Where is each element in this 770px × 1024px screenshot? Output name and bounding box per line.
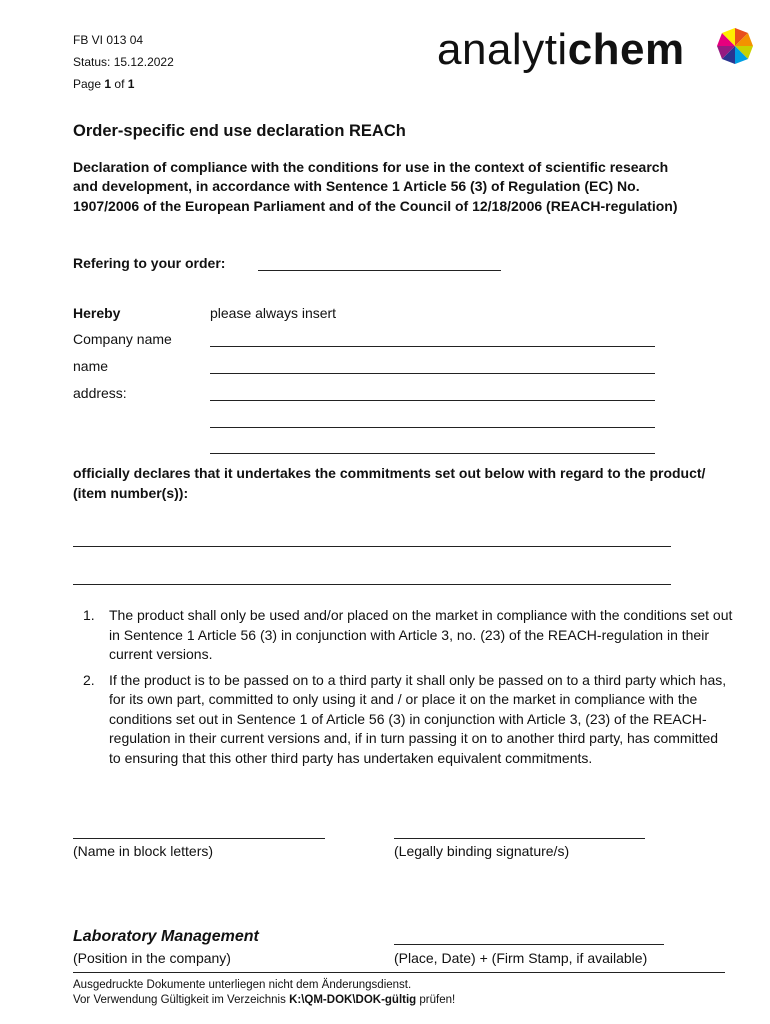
color-wheel-icon bbox=[715, 26, 755, 66]
status-label: Status: bbox=[73, 55, 111, 69]
item-number-field-2[interactable] bbox=[73, 584, 671, 585]
name-block-letters-field[interactable] bbox=[73, 838, 325, 839]
logo-wordmark bbox=[437, 24, 685, 76]
list-item bbox=[73, 671, 733, 769]
order-reference-field[interactable] bbox=[258, 270, 501, 271]
insert-hint: please always insert bbox=[210, 305, 337, 321]
position-value: Laboratory Management bbox=[73, 928, 259, 945]
company-logo bbox=[437, 24, 757, 80]
hereby-label: Hereby bbox=[73, 305, 121, 321]
address-field-line-2[interactable] bbox=[210, 427, 655, 428]
name-label: name bbox=[73, 358, 109, 374]
footer-divider bbox=[73, 972, 725, 973]
footer-notice bbox=[73, 978, 455, 1008]
status-date: 15.12.2022 bbox=[113, 55, 174, 69]
commitments-list bbox=[73, 606, 733, 774]
item-number-field-1[interactable] bbox=[73, 546, 671, 547]
place-date-caption: (Place, Date) + (Firm Stamp, if available) bbox=[394, 950, 648, 966]
list-item-text: The product shall only be used and/or placed on the market in compliance with the conditions set out in Sentence 1 Article 56 (3) in conjunction with Article 3, no. (23) of the REACH-regulation in their current versions. bbox=[109, 607, 733, 662]
document-code: FB VI 013 04 bbox=[73, 33, 144, 47]
name-block-letters-caption: (Name in block letters) bbox=[73, 843, 214, 859]
order-reference-label: Refering to your order: bbox=[73, 255, 226, 271]
page-total: 1 bbox=[127, 77, 135, 91]
list-item bbox=[73, 606, 733, 665]
declaration-intro: Declaration of compliance with the conditions for use in the context of scientific research and development, in accordance with Sentence 1 Article 56 (3) of Regulation (EC) No. 1907/2006 of the European Parliament and of the Council of 12/18/2006 (REACH-regulation) bbox=[73, 159, 678, 214]
list-item-number: 2. bbox=[83, 671, 95, 688]
footer-line-2-suffix: prüfen! bbox=[419, 994, 456, 1006]
signature-caption: (Legally binding signature/s) bbox=[394, 843, 570, 859]
signature-field[interactable] bbox=[394, 838, 645, 839]
address-label: address: bbox=[73, 385, 127, 401]
company-name-field[interactable] bbox=[210, 346, 655, 347]
company-name-label: Company name bbox=[73, 331, 172, 347]
place-date-field[interactable] bbox=[394, 944, 664, 945]
page-of: of bbox=[114, 77, 125, 91]
declaration-statement: officially declares that it undertakes the commitments set out below with regard to the product/ (item number(s)): bbox=[73, 465, 706, 501]
position-caption: (Position in the company) bbox=[73, 950, 231, 966]
document-title: Order-specific end use declaration REACh bbox=[73, 122, 406, 140]
page-indicator bbox=[73, 77, 134, 91]
list-item-number: 1. bbox=[83, 607, 95, 623]
status-line bbox=[73, 55, 174, 69]
page-word: Page bbox=[73, 77, 102, 91]
page-current: 1 bbox=[104, 77, 112, 91]
footer-line-2 bbox=[73, 993, 455, 1008]
logo-wordmark-bold: chem bbox=[567, 25, 685, 74]
footer-directory-path: K:\QM-DOK\DOK-gültig bbox=[289, 994, 417, 1006]
name-field[interactable] bbox=[210, 373, 655, 374]
footer-line-2-prefix: Vor Verwendung Gültigkeit im Verzeichnis bbox=[73, 994, 286, 1006]
address-field-line-3[interactable] bbox=[210, 453, 655, 454]
logo-wordmark-light: analyti bbox=[437, 25, 568, 74]
footer-line-1: Ausgedruckte Dokumente unterliegen nicht dem Änderungsdienst. bbox=[73, 979, 412, 991]
list-item-text: If the product is to be passed on to a third party it shall only be passed on to a third party which has, for its own part, committed to only using it and / or place it on the market in compliance with the conditions set out in Sentence 1 of Article 56 (3) in conjunction with Article 3, (23) of the REACH-regulation in their current versions and, if in turn passing it on to another third party, has committed to ensuring that this other third party has undertaken equivalent commitments. bbox=[109, 671, 727, 766]
address-field-line-1[interactable] bbox=[210, 400, 655, 401]
